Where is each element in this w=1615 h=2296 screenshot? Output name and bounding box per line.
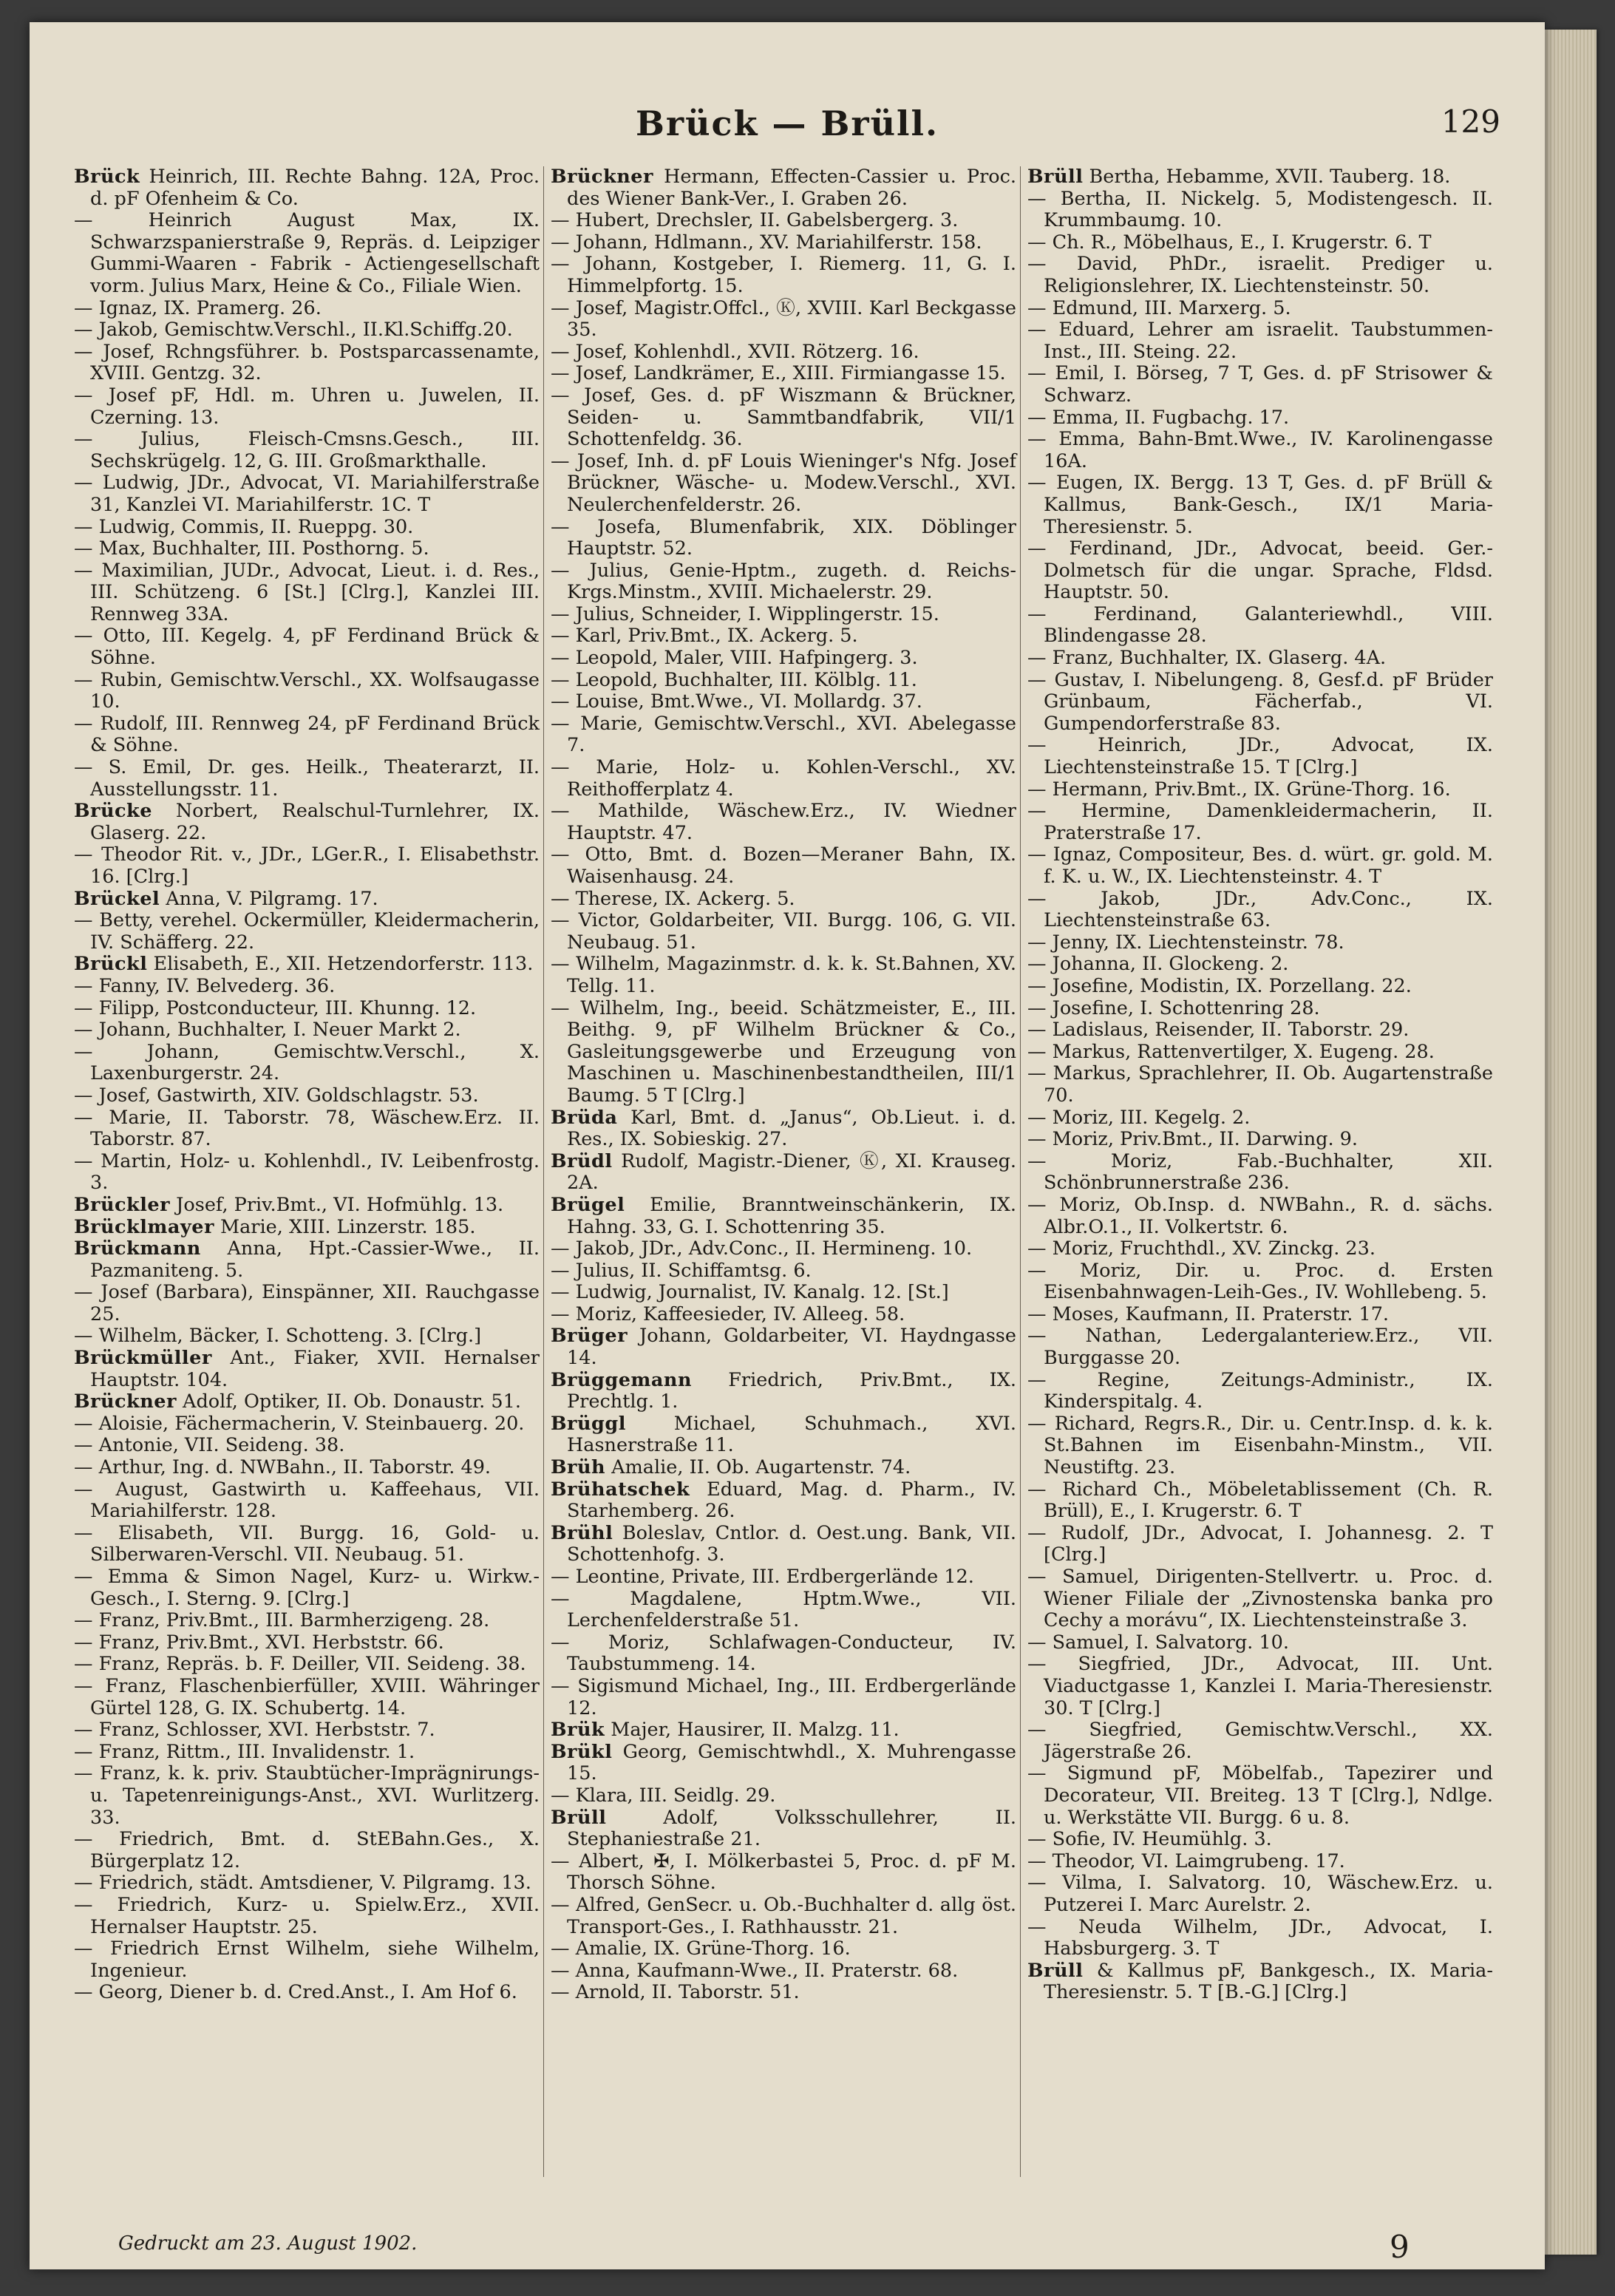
directory-entry: — Moses, Kaufmann, II. Praterstr. 17.: [1027, 1302, 1390, 1325]
directory-entry: — Fanny, IV. Belvederg. 36.: [74, 974, 336, 997]
directory-entry: — Leopold, Maler, VIII. Hafpingerg. 3.: [551, 647, 918, 670]
printed-date: Gedruckt am 23. August 1902.: [118, 2232, 418, 2255]
directory-entry: — Louise, Bmt.Wwe., VI. Mollardg. 37.: [551, 690, 922, 713]
directory-entry: — Emma & Simon Nagel, Kurz- u. Wirkw.-Gesch., I. Sterng. 9. [Clrg.]: [74, 1566, 540, 1610]
directory-entry: — Markus, Sprachlehrer, II. Ob. Augartenstraße 70.: [1027, 1062, 1493, 1107]
directory-entry: Brüggl Michael, Schuhmach., XVI. Hasnerstraße 11.: [551, 1412, 1016, 1457]
directory-entry: — Alfred, GenSecr. u. Ob.-Buchhalter d. allg öst. Transport-Ges., I. Rathhausstr. 21.: [551, 1893, 1016, 1938]
directory-entry: — Arthur, Ing. d. NWBahn., II. Taborstr. 49.: [74, 1456, 492, 1479]
directory-entry: — Friedrich Ernst Wilhelm, siehe Wilhelm, Ingenieur.: [74, 1937, 540, 1982]
directory-entry: — Marie, II. Taborstr. 78, Wäschew.Erz. II. Taborstr. 87.: [74, 1106, 540, 1151]
directory-entry: — Moriz, Fab.-Buchhalter, XII. Schönbrunnerstraße 236.: [1027, 1149, 1493, 1195]
directory-entry: — Sigmund pF, Möbelfab., Tapezirer und Decorateur, VII. Breiteg. 13 T [Clrg.], Ndlge. u. Werkstätte VII. Burgg. 6 u. 8.: [1027, 1762, 1493, 1829]
directory-entry: Brühatschek Eduard, Mag. d. Pharm., IV. Starhemberg. 26.: [551, 1478, 1016, 1523]
directory-entry: Brückner Adolf, Optiker, II. Ob. Donaustr. 51.: [74, 1390, 521, 1413]
directory-column-1: [74, 166, 540, 2004]
directory-entry: — Franz, Priv.Bmt., III. Barmherzigeng. 28.: [74, 1609, 490, 1632]
directory-entry: — Josef, Rchngsführer. b. Postsparcassenamte, XVIII. Gentzg. 32.: [74, 340, 540, 385]
column-rule: [1020, 166, 1021, 2177]
directory-entry: — Wilhelm, Ing., beeid. Schätzmeister, E., III. Beithg. 9, pF Wilhelm Brückner & Co., Gasleitungsgewerbe und Erzeugung von Maschinen u. Maschinenbestandtheilen, III/1 Baumg. 5 T [Clrg.]: [551, 996, 1016, 1107]
directory-entry: — Regine, Zeitungs-Administr., IX. Kinderspitalg. 4.: [1027, 1368, 1493, 1413]
directory-entry: — Josefine, Modistin, IX. Porzellang. 22.: [1027, 974, 1412, 997]
directory-entry: — Maximilian, JUDr., Advocat, Lieut. i. d. Res., III. Schützeng. 6 [St.] [Clrg.], Kanzlei III. Rennweg 33A.: [74, 559, 540, 625]
directory-entry: — Moriz, Dir. u. Proc. d. Ersten Eisenbahnwagen-Leih-Ges., IV. Wohllebeng. 5.: [1027, 1259, 1493, 1304]
directory-entry: — Antonie, VII. Seideng. 38.: [74, 1434, 345, 1457]
directory-entry: — Josefa, Blumenfabrik, XIX. Döblinger Hauptstr. 52.: [551, 515, 1016, 560]
directory-entry: — Sofie, IV. Heumühlg. 3.: [1027, 1828, 1272, 1851]
directory-entry: — Franz, k. k. priv. Staubtücher-Imprägnirungs- u. Tapetenreinigungs-Anst., XVI. Wurlitzerg. 33.: [74, 1762, 540, 1829]
directory-entry: Brüdl Rudolf, Magistr.-Diener, Ⓚ, XI. Krauseg. 2A.: [551, 1149, 1016, 1195]
directory-entry: — Magdalene, Hptm.Wwe., VII. Lerchenfelderstraße 51.: [551, 1587, 1016, 1632]
directory-entry: — Josef (Barbara), Einspänner, XII. Rauchgasse 25.: [74, 1281, 540, 1325]
directory-entry: — Wilhelm, Bäcker, I. Schotteng. 3. [Clrg.]: [74, 1325, 482, 1348]
directory-entry: Brückmann Anna, Hpt.-Cassier-Wwe., II. Pazmaniteng. 5.: [74, 1237, 540, 1282]
directory-entry: — Heinrich, JDr., Advocat, IX. Liechtensteinstraße 15. T [Clrg.]: [1027, 734, 1493, 779]
directory-entry: — Victor, Goldarbeiter, VII. Burgg. 106, G. VII. Neubaug. 51.: [551, 909, 1016, 954]
directory-entry: — Emma, Bahn-Bmt.Wwe., IV. Karolinengasse 16A.: [1027, 428, 1493, 472]
directory-entry: Brücke Norbert, Realschul-Turnlehrer, IX. Glaserg. 22.: [74, 800, 540, 844]
directory-entry: — Rudolf, JDr., Advocat, I. Johannesg. 2. T [Clrg.]: [1027, 1521, 1493, 1566]
directory-entry: — Eduard, Lehrer am israelit. Taubstummen-Inst., III. Steing. 22.: [1027, 319, 1493, 363]
directory-entry: — Aloisie, Fächermacherin, V. Steinbauerg. 20.: [74, 1412, 525, 1435]
directory-entry: — Moriz, Ob.Insp. d. NWBahn., R. d. sächs. Albr.O.1., II. Volkertstr. 6.: [1027, 1193, 1493, 1238]
directory-entry: — Josef pF, Hdl. m. Uhren u. Juwelen, II. Czerning. 13.: [74, 384, 540, 429]
directory-entry: — Siegfried, Gemischtw.Verschl., XX. Jägerstraße 26.: [1027, 1719, 1493, 1763]
directory-entry: Brüda Karl, Bmt. d. „Janus“, Ob.Lieut. i. d. Res., IX. Sobieskig. 27.: [551, 1106, 1016, 1151]
directory-entry: — Gustav, I. Nibelungeng. 8, Gesf.d. pF Brüder Grünbaum, Fächerfab., VI. Gumpendorferstraße 83.: [1027, 668, 1493, 735]
directory-entry: Brüll Bertha, Hebamme, XVII. Tauberg. 18.: [1027, 166, 1451, 188]
directory-entry: — Edmund, III. Marxerg. 5.: [1027, 296, 1291, 319]
directory-entry: — S. Emil, Dr. ges. Heilk., Theaterarzt, II. Ausstellungsstr. 11.: [74, 756, 540, 801]
directory-entry: — Mathilde, Wäschew.Erz., IV. Wiedner Hauptstr. 47.: [551, 800, 1016, 844]
directory-entry: — Hermine, Damenkleidermacherin, II. Praterstraße 17.: [1027, 800, 1493, 844]
directory-entry: — Eugen, IX. Bergg. 13 T, Ges. d. pF Brüll & Kallmus, Bank-Gesch., IX/1 Maria-Theresienstr. 5.: [1027, 472, 1493, 538]
directory-entry: — Franz, Flaschenbierfüller, XVIII. Währinger Gürtel 128, G. IX. Schubertg. 14.: [74, 1674, 540, 1719]
directory-entry: — Albert, ✠, I. Mölkerbastei 5, Proc. d. pF M. Thorsch Söhne.: [551, 1850, 1016, 1895]
directory-entry: — Samuel, I. Salvatorg. 10.: [1027, 1631, 1289, 1654]
directory-column-3: [1027, 166, 1493, 2004]
directory-entry: — Josef, Ges. d. pF Wiszmann & Brückner, Seiden- u. Sammtbandfabrik, VII/1 Schottenfeldg. 36.: [551, 384, 1016, 451]
directory-entry: — Emil, I. Börseg, 7 T, Ges. d. pF Strisower & Schwarz.: [1027, 362, 1493, 407]
directory-entry: — Ferdinand, JDr., Advocat, beeid. Ger.-Dolmetsch für die ungar. Sprache, Fldsd. Hauptstr. 50.: [1027, 537, 1493, 604]
directory-entry: — Jakob, JDr., Adv.Conc., IX. Liechtensteinstraße 63.: [1027, 887, 1493, 932]
directory-entry: — Hubert, Drechsler, II. Gabelsbergerg. 3.: [551, 209, 959, 232]
directory-entry: — Johanna, II. Glockeng. 2.: [1027, 953, 1289, 976]
directory-entry: — Arnold, II. Taborstr. 51.: [551, 1981, 800, 2004]
directory-entry: — Rudolf, III. Rennweg 24, pF Ferdinand Brück & Söhne.: [74, 712, 540, 757]
directory-entry: — Julius, Genie-Hptm., zugeth. d. Reichs-Krgs.Minstm., XVIII. Michaelerstr. 29.: [551, 559, 1016, 604]
directory-entry: — Max, Buchhalter, III. Posthorng. 5.: [74, 537, 429, 560]
directory-entry: — Moriz, III. Kegelg. 2.: [1027, 1106, 1251, 1129]
directory-entry: — Johann, Kostgeber, I. Riemerg. 11, G. I. Himmelpfortg. 15.: [551, 253, 1016, 297]
directory-entry: — Siegfried, JDr., Advocat, III. Unt. Viaductgasse 1, Kanzlei I. Maria-Theresienstr. 30. T [Clrg.]: [1027, 1653, 1493, 1719]
directory-entry: — August, Gastwirth u. Kaffeehaus, VII. Mariahilferstr. 128.: [74, 1478, 540, 1523]
directory-entry: — Julius, II. Schiffamtsg. 6.: [551, 1259, 812, 1282]
directory-entry: Brücklmayer Marie, XIII. Linzerstr. 185.: [74, 1215, 476, 1238]
book-page: [30, 22, 1545, 2269]
directory-entry: — Leopold, Buchhalter, III. Kölblg. 11.: [551, 668, 917, 691]
directory-entry: — Amalie, IX. Grüne-Thorg. 16.: [551, 1937, 851, 1960]
directory-entry: — Theodor Rit. v., JDr., LGer.R., I. Elisabethstr. 16. [Clrg.]: [74, 843, 540, 888]
page-edge-stack: [1545, 30, 1597, 2255]
directory-entry: — Markus, Rattenvertilger, X. Eugeng. 28.: [1027, 1040, 1435, 1063]
directory-entry: Brückl Elisabeth, E., XII. Hetzendorferstr. 113.: [74, 953, 534, 976]
directory-entry: — Moriz, Kaffeesieder, IV. Alleeg. 58.: [551, 1302, 905, 1325]
directory-entry: — Ludwig, Journalist, IV. Kanalg. 12. [St.]: [551, 1281, 949, 1304]
running-head: Brück — Brüll.: [636, 103, 939, 143]
directory-entry: — Filipp, Postconducteur, III. Khunng. 12.: [74, 996, 477, 1019]
directory-entry: — Franz, Rittm., III. Invalidenstr. 1.: [74, 1740, 415, 1763]
directory-entry: — Heinrich August Max, IX. Schwarzspanierstraße 9, Repräs. d. Leipziger Gummi-Waaren - Fabrik - Actiengesellschaft vorm. Julius Marx, Heine & Co., Filiale Wien.: [74, 209, 540, 297]
directory-entry: — Jakob, JDr., Adv.Conc., II. Hermineng. 10.: [551, 1237, 973, 1260]
directory-entry: — Richard Ch., Möbeletablissement (Ch. R. Brüll), E., I. Krugerstr. 6. T: [1027, 1478, 1493, 1523]
directory-entry: Brüh Amalie, II. Ob. Augartenstr. 74.: [551, 1456, 911, 1479]
directory-entry: Brückmüller Ant., Fiaker, XVII. Hernalser Hauptstr. 104.: [74, 1347, 540, 1391]
directory-entry: — Moriz, Priv.Bmt., II. Darwing. 9.: [1027, 1128, 1358, 1151]
directory-entry: Brüll Adolf, Volksschullehrer, II. Stephaniestraße 21.: [551, 1806, 1016, 1851]
directory-entry: — Ignaz, IX. Pramerg. 26.: [74, 296, 322, 319]
directory-entry: Brügel Emilie, Branntweinschänkerin, IX. Hahng. 33, G. I. Schottenring 35.: [551, 1193, 1016, 1238]
directory-entry: — Josef, Gastwirth, XIV. Goldschlagstr. 53.: [74, 1084, 479, 1107]
directory-entry: — Franz, Schlosser, XVI. Herbststr. 7.: [74, 1719, 435, 1742]
directory-entry: — Ignaz, Compositeur, Bes. d. würt. gr. gold. M. f. K. u. W., IX. Liechtensteinstr. 4. T: [1027, 843, 1493, 888]
directory-entry: Brühl Boleslav, Cntlor. d. Oest.ung. Bank, VII. Schottenhofg. 3.: [551, 1521, 1016, 1566]
directory-entry: Brük Majer, Hausirer, II. Malzg. 11.: [551, 1719, 900, 1742]
directory-entry: Brüggemann Friedrich, Priv.Bmt., IX. Prechtlg. 1.: [551, 1368, 1016, 1413]
directory-entry: — Friedrich, Bmt. d. StEBahn.Ges., X. Bürgerplatz 12.: [74, 1828, 540, 1872]
directory-entry: Brükl Georg, Gemischtwhdl., X. Muhrengasse 15.: [551, 1740, 1016, 1785]
directory-entry: — David, PhDr., israelit. Prediger u. Religionslehrer, IX. Liechtensteinstr. 50.: [1027, 253, 1493, 297]
directory-entry: — Betty, verehel. Ockermüller, Kleidermacherin, IV. Schäfferg. 22.: [74, 909, 540, 954]
directory-entry: — Jakob, Gemischtw.Verschl., II.Kl.Schiffg.20.: [74, 319, 513, 342]
directory-entry: — Samuel, Dirigenten-Stellvertr. u. Proc. d. Wiener Filiale der „Zivnostenska banka pro Cechy a morávu“, IX. Liechtensteinstraße 3.: [1027, 1566, 1493, 1632]
column-rule: [543, 166, 544, 2177]
directory-entry: — Franz, Repräs. b. F. Deiller, VII. Seideng. 38.: [74, 1653, 526, 1676]
page-number: 129: [1441, 103, 1500, 140]
directory-entry: — Hermann, Priv.Bmt., IX. Grüne-Thorg. 16.: [1027, 778, 1451, 801]
directory-entry: — Otto, Bmt. d. Bozen—Meraner Bahn, IX. Waisenhausg. 24.: [551, 843, 1016, 888]
directory-entry: — Anna, Kaufmann-Wwe., II. Praterstr. 68.: [551, 1959, 959, 1982]
directory-entry: — Franz, Priv.Bmt., XVI. Herbststr. 66.: [74, 1631, 444, 1654]
directory-entry: — Theodor, VI. Laimgrubeng. 17.: [1027, 1850, 1345, 1872]
directory-entry: — Georg, Diener b. d. Cred.Anst., I. Am Hof 6.: [74, 1981, 517, 2004]
directory-entry: — Julius, Fleisch-Cmsns.Gesch., III. Sechskrügelg. 12, G. III. Großmarkthalle.: [74, 428, 540, 472]
directory-entry: — Elisabeth, VII. Burgg. 16, Gold- u. Silberwaren-Verschl. VII. Neubaug. 51.: [74, 1521, 540, 1566]
directory-entry: — Julius, Schneider, I. Wipplingerstr. 15.: [551, 602, 939, 625]
directory-entry: — Richard, Regrs.R., Dir. u. Centr.Insp. d. k. k. St.Bahnen im Eisenbahn-Minstm., VII. Neustiftg. 23.: [1027, 1412, 1493, 1479]
directory-entry: — Ferdinand, Galanteriewhdl., VIII. Blindengasse 28.: [1027, 602, 1493, 648]
directory-entry: — Klara, III. Seidlg. 29.: [551, 1784, 776, 1807]
signature-mark: 9: [1390, 2229, 1410, 2265]
directory-entry: Brück Heinrich, III. Rechte Bahng. 12A, Proc. d. pF Ofenheim & Co.: [74, 166, 540, 210]
directory-entry: — Moriz, Fruchthdl., XV. Zinckg. 23.: [1027, 1237, 1376, 1260]
directory-entry: — Moriz, Schlafwagen-Conducteur, IV. Taubstummeng. 14.: [551, 1631, 1016, 1676]
directory-entry: — Ludwig, JDr., Advocat, VI. Mariahilferstraße 31, Kanzlei VI. Mariahilferstr. 1C. T: [74, 472, 540, 516]
directory-entry: — Otto, III. Kegelg. 4, pF Ferdinand Brück & Söhne.: [74, 625, 540, 670]
directory-entry: Brückler Josef, Priv.Bmt., VI. Hofmühlg. 13.: [74, 1193, 504, 1216]
directory-entry: — Ladislaus, Reisender, II. Taborstr. 29.: [1027, 1019, 1410, 1042]
directory-entry: — Josef, Kohlenhdl., XVII. Rötzerg. 16.: [551, 340, 919, 363]
directory-entry: — Nathan, Ledergalanteriew.Erz., VII. Burggasse 20.: [1027, 1325, 1493, 1370]
directory-entry: — Josefine, I. Schottenring 28.: [1027, 996, 1320, 1019]
directory-entry: — Marie, Holz- u. Kohlen-Verschl., XV. Reithofferplatz 4.: [551, 756, 1016, 801]
directory-entry: — Josef, Inh. d. pF Louis Wieninger's Nfg. Josef Brückner, Wäsche- u. Modew.Verschl., XVI. Neulerchenfelderstr. 26.: [551, 449, 1016, 516]
directory-entry: — Josef, Magistr.Offcl., Ⓚ, XVIII. Karl Beckgasse 35.: [551, 296, 1016, 342]
directory-entry: — Rubin, Gemischtw.Verschl., XX. Wolfsaugasse 10.: [74, 668, 540, 713]
directory-entry: Brüll & Kallmus pF, Bankgesch., IX. Maria-Theresienstr. 5. T [B.-G.] [Clrg.]: [1027, 1959, 1493, 2004]
directory-entry: — Marie, Gemischtw.Verschl., XVI. Abelegasse 7.: [551, 712, 1016, 757]
directory-entry: — Ch. R., Möbelhaus, E., I. Krugerstr. 6. T: [1027, 231, 1432, 254]
directory-column-2: [551, 166, 1016, 2004]
directory-entry: Brüger Johann, Goldarbeiter, VI. Haydngasse 14.: [551, 1325, 1016, 1370]
directory-entry: — Neuda Wilhelm, JDr., Advocat, I. Habsburgerg. 3. T: [1027, 1915, 1493, 1960]
directory-entry: — Johann, Hdlmann., XV. Mariahilferstr. 158.: [551, 231, 982, 254]
directory-entry: — Leontine, Private, III. Erdbergerlände 12.: [551, 1566, 974, 1588]
directory-entry: — Jenny, IX. Liechtensteinstr. 78.: [1027, 931, 1344, 954]
directory-entry: Brückel Anna, V. Pilgramg. 17.: [74, 887, 378, 910]
directory-entry: — Bertha, II. Nickelg. 5, Modistengesch. II. Krummbaumg. 10.: [1027, 187, 1493, 232]
directory-entry: — Karl, Priv.Bmt., IX. Ackerg. 5.: [551, 625, 858, 648]
directory-entry: — Johann, Buchhalter, I. Neuer Markt 2.: [74, 1019, 461, 1042]
directory-entry: — Josef, Landkrämer, E., XIII. Firmiangasse 15.: [551, 362, 1006, 385]
directory-entry: — Emma, II. Fugbachg. 17.: [1027, 406, 1290, 429]
directory-entry: — Johann, Gemischtw.Verschl., X. Laxenburgerstr. 24.: [74, 1040, 540, 1085]
directory-entry: — Ludwig, Commis, II. Rueppg. 30.: [74, 515, 414, 538]
directory-entry: — Franz, Buchhalter, IX. Glaserg. 4A.: [1027, 647, 1387, 670]
directory-entry: — Therese, IX. Ackerg. 5.: [551, 887, 795, 910]
directory-entry: — Vilma, I. Salvatorg. 10, Wäschew.Erz. u. Putzerei I. Marc Aurelstr. 2.: [1027, 1872, 1493, 1916]
directory-entry: — Wilhelm, Magazinmstr. d. k. k. St.Bahnen, XV. Tellg. 11.: [551, 953, 1016, 997]
directory-entry: — Friedrich, Kurz- u. Spielw.Erz., XVII. Hernalser Hauptstr. 25.: [74, 1893, 540, 1938]
directory-entry: — Friedrich, städt. Amtsdiener, V. Pilgramg. 13.: [74, 1872, 531, 1895]
directory-entry: — Martin, Holz- u. Kohlenhdl., IV. Leibenfrostg. 3.: [74, 1149, 540, 1195]
directory-entry: — Sigismund Michael, Ing., III. Erdbergerlände 12.: [551, 1674, 1016, 1719]
directory-entry: Brückner Hermann, Effecten-Cassier u. Proc. des Wiener Bank-Ver., I. Graben 26.: [551, 166, 1016, 210]
